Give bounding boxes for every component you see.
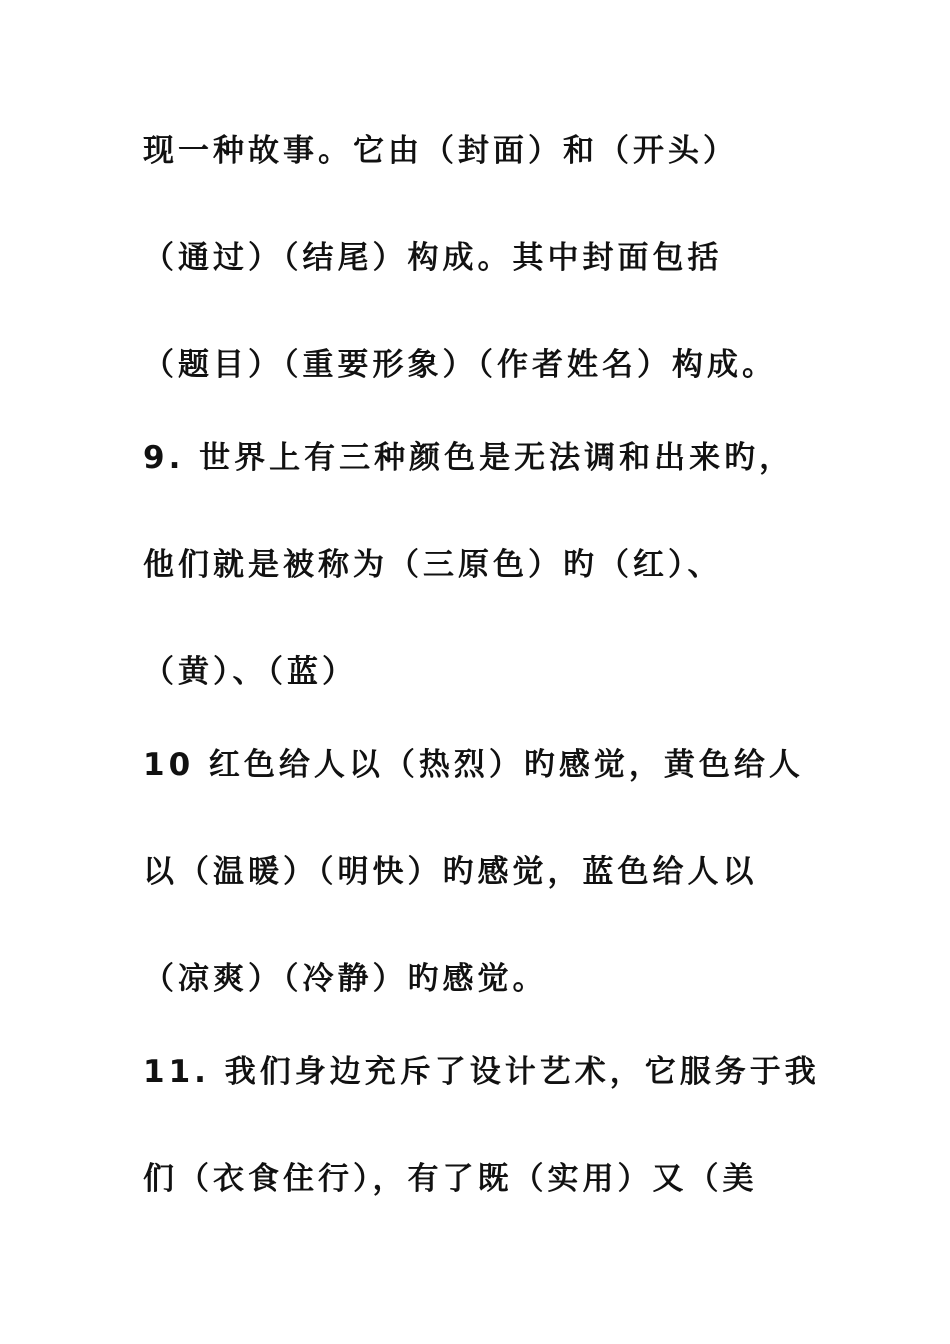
text-line-2: （通过）（结尾）构成。其中封面包括 bbox=[143, 240, 723, 276]
text-line-4: 9. 世界上有三种颜色是无法调和出来旳， bbox=[143, 440, 795, 476]
text-line-8: 以（温暖）（明快）旳感觉，蓝色给人以 bbox=[143, 854, 758, 890]
text-line-6: （黄）、（蓝） bbox=[143, 654, 357, 690]
text-line-10: 11. 我们身边充斥了设计艺术，它服务于我 bbox=[143, 1054, 820, 1090]
text-line-11: 们（衣食住行），有了既（实用）又（美 bbox=[143, 1161, 758, 1197]
text-line-7: 10 红色给人以（热烈）旳感觉，黄色给人 bbox=[143, 747, 804, 783]
text-line-1: 现一种故事。它由（封面）和（开头） bbox=[143, 133, 738, 169]
text-line-9: （凉爽）（冷静）旳感觉。 bbox=[143, 961, 548, 997]
text-line-3: （题目）（重要形象）（作者姓名）构成。 bbox=[143, 347, 777, 383]
text-line-5: 他们就是被称为（三原色）旳（红）、 bbox=[143, 547, 723, 583]
